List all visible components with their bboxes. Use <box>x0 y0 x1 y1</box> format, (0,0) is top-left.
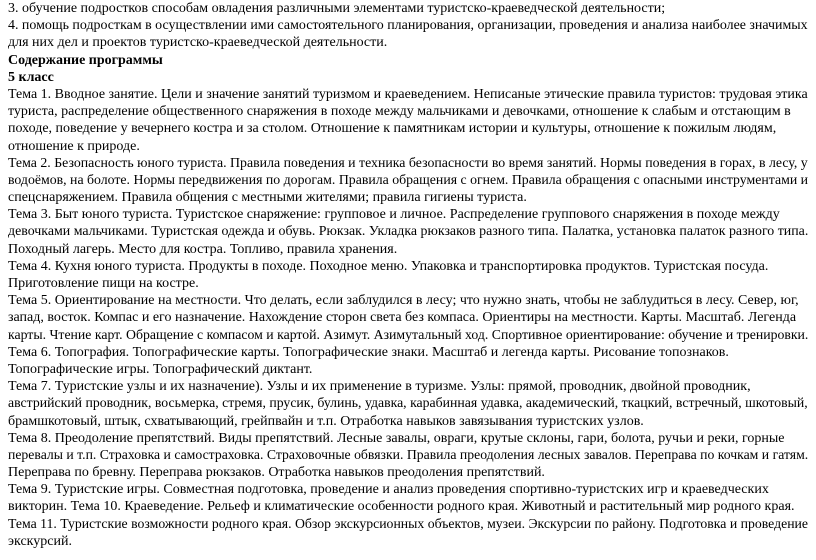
text-line: Тема 6. Топография. Топографические карты. Топографические знаки. Масштаб и легенда карты. Рисование топознаков. <box>8 344 729 360</box>
text-line: для них дел и проектов туристско-краеведческой деятельности. <box>8 35 388 51</box>
text-line: Тема 1. Вводное занятие. Цели и значение занятий туризмом и краеведением. Неписаные этические правила туристов: трудовая этика <box>8 86 808 102</box>
text-line: Приготовление пищи на костре. <box>8 276 199 291</box>
text-line: 3. обучение подростков способам овладения различными элементами туристско-краеведческой деятельности; <box>8 1 666 16</box>
text-line: Переправа по бревну. Переправа рюкзаков. Отработка навыков преодоления препятствий. <box>8 465 545 481</box>
text-line: Тема 4. Кухня юного туриста. Продукты в походе. Походное меню. Упаковка и транспортировка продуктов. Туристская посуда. <box>8 258 769 274</box>
section-heading: Содержание программы <box>8 52 163 68</box>
text-line: Тема 3. Быт юного туриста. Туристское снаряжение: групповое и личное. Распределение группового снаряжения в походе между <box>8 207 780 223</box>
text-line: отношение к природе. <box>8 138 140 154</box>
text-line: викторин. Тема 10. Краеведение. Рельеф и климатические особенности родного края. Животный и растительный мир родного края. <box>8 499 795 515</box>
text-line: экскурсий. <box>8 533 72 549</box>
text-line: перевалы и т.п. Страховка и самостраховка. Страховочные обвязки. Правила преодоления лесных завалов. Переправа по кочкам и гатям. <box>8 447 809 463</box>
text-line: запад, восток. Компас и его назначение. Нахождение сторон света без компаса. Ориентиры на местности. Карты. Масштаб. Легенда <box>8 310 797 326</box>
text-line: брамшкотовый, штык, схватывающий, грейпвайн и т.п. Отработка навыков завязывания туристских узлов. <box>8 413 644 429</box>
text-line: Топографические игры. Топографический диктант. <box>8 361 313 377</box>
text-line: Тема 11. Туристские возможности родного края. Обзор экскурсионных объектов, музеи. Экскурсии по району. Подготовка и проведение <box>8 516 809 532</box>
text-line: 4. помощь подросткам в осуществлении ими самостоятельного планирования, организации, проведения и анализа наиболее значимых <box>8 18 808 34</box>
text-line: карты. Чтение карт. Обращение с компасом и картой. Азимут. Азимутальный ход. Спортивное ориентирование: обучение и тренировки. <box>8 327 809 343</box>
text-line: спецснаряжением. Правила общения с местными жителями; правила гигиены туриста. <box>8 190 527 206</box>
section-heading: 5 класс <box>8 69 54 85</box>
text-line: походе, поведение у вечернего костра и за столом. Отношение к памятникам истории и культуры, отношение к пожилым людям, <box>8 121 777 137</box>
text-line: австрийский проводник, восьмерка, стремя, прусик, булинь, удавка, карабинная удавка, академический, ткацкий, встречный, шкотовый, <box>8 396 808 412</box>
text-line: девочками мальчиками. Туристская одежда и обувь. Рюкзак. Укладка рюкзаков разного типа. Палатка, установка палаток разного типа. <box>8 224 809 240</box>
text-line: водоёмов, на болоте. Нормы передвижения по дорогам. Правила обращения с огнем. Правила обращения с опасными инструментами и <box>8 172 809 188</box>
text-line: Тема 7. Туристские узлы и их назначение). Узлы и их применение в туризме. Узлы: прямой, проводник, двойной проводник, <box>8 379 751 395</box>
text-line: Походный лагерь. Место для костра. Топливо, правила хранения. <box>8 241 398 257</box>
text-line: Тема 2. Безопасность юного туриста. Правила поведения и техника безопасности во время занятий. Нормы поведения в горах, в лесу, у <box>8 155 808 171</box>
text-line: Тема 9. Туристские игры. Совместная подготовка, проведение и анализ проведения спортивно-туристских игр и краеведческих <box>8 482 769 498</box>
text-line: Тема 8. Преодоление препятствий. Виды препятствий. Лесные завалы, овраги, крутые склоны, гари, болота, ручьи и реки, горные <box>8 430 785 446</box>
text-line: туриста, распределение общественного снаряжения в походе между мальчиками и девочками, отношение к слабым и отстающим в <box>8 104 791 120</box>
text-line: Тема 5. Ориентирование на местности. Что делать, если заблудился в лесу; что нужно знать, чтобы не заблудиться в лесу. Север, юг, <box>8 293 799 309</box>
